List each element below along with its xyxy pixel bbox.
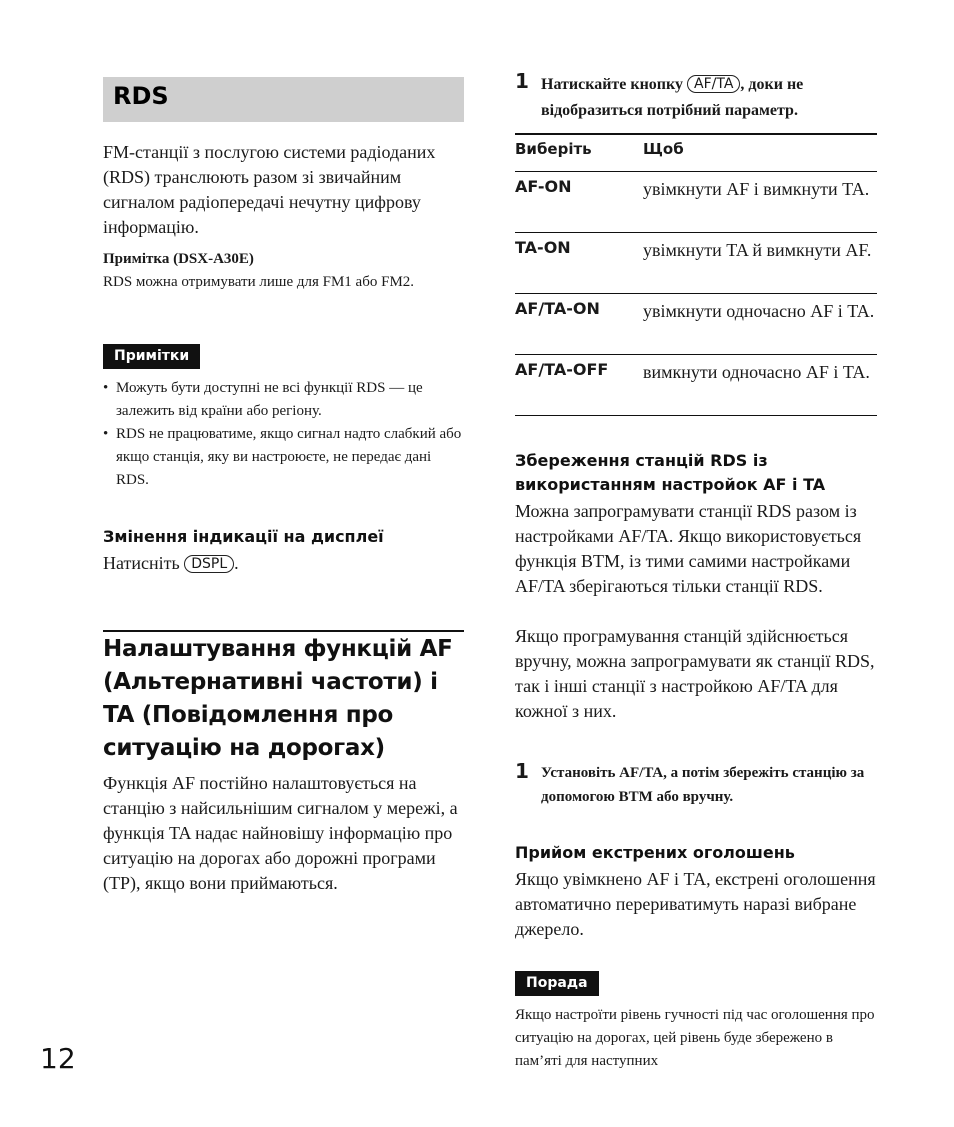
emergency-heading: Прийом екстрених оголошень [515, 843, 795, 862]
option-cell: TA-ON [515, 232, 643, 293]
list-item: • RDS не працюватиме, якщо сигнал надто слабкий або якщо станція, яку ви настроюєте, не передає дані RDS. [103, 423, 465, 492]
table-row [515, 293, 877, 354]
notes-badge: Примітки [103, 344, 200, 369]
table-row [515, 232, 877, 293]
option-cell: AF-ON [515, 171, 643, 232]
af-ta-paragraph: Функція AF постійно налаштовується на станцію з найсильнішим сигналом у мережі, а функція TA надає найновішу інформацію про ситуацію на дорогах або дорожні програми (TP), якщо вони приймаються. [103, 773, 458, 893]
step1-instruction [541, 72, 881, 124]
display-press-text: Натисніть [103, 553, 180, 573]
store-heading: Збереження станцій RDS із використанням настройок AF і TA [515, 451, 826, 494]
column-header-select: Виберіть [515, 134, 643, 171]
step1-text-before: Натискайте кнопку [541, 76, 684, 93]
af-ta-key: AF/TA [687, 75, 740, 93]
description-cell: вимкнути одночасно AF і TA. [643, 354, 877, 415]
dspl-key: DSPL [184, 555, 234, 573]
tip-badge: Порада [515, 971, 599, 996]
table-row [515, 171, 877, 232]
options-table [515, 133, 877, 416]
store-step-instruction: Установіть AF/TA, а потім збережіть станцію за допомогою BTM або вручну. [541, 765, 865, 805]
store-paragraph-1: Можна запрограмувати станції RDS разом із настройками AF/TA. Якщо використовується функція BTM, із тими самими настройками AF/TA зберігаються тільки станції RDS. [515, 501, 862, 596]
table-header-row [515, 134, 877, 171]
rds-intro-paragraph: FM-станції з послугою системи радіоданих (RDS) транслюють разом зі звичайним сигналом радіопередачі нечутну цифрову інформацію. [103, 142, 436, 237]
notes-list [103, 377, 465, 492]
page-number: 12 [40, 1042, 76, 1075]
step-number: 1 [515, 69, 529, 93]
description-cell: увімкнути одночасно AF і TA. [643, 293, 877, 354]
step1-text-after: , доки не відобразиться потрібний параметр. [541, 76, 804, 119]
display-instruction [103, 551, 465, 576]
af-ta-heading: Налаштування функцій AF (Альтернативні частоти) і TA (Повідомлення про ситуацію на дорогах) [103, 636, 453, 761]
store-paragraph-2: Якщо програмування станцій здійснюється вручну, можна запрограмувати як станції RDS, так і інші станції з настройкою AF/TA для кожної з них. [515, 626, 875, 721]
list-item: • Можуть бути доступні не всі функції RDS — це залежить від країни або регіону. [103, 377, 465, 423]
option-cell: AF/TA-ON [515, 293, 643, 354]
note-title: Примітка (DSX-A30E) [103, 251, 254, 267]
option-cell: AF/TA-OFF [515, 354, 643, 415]
rds-title: RDS [113, 82, 169, 110]
display-heading: Змінення індикації на дисплеї [103, 527, 384, 546]
emergency-paragraph: Якщо увімкнено AF і TA, екстрені оголошення автоматично перериватимуть наразі вибране джерело. [515, 869, 876, 939]
step-number: 1 [515, 759, 529, 783]
table-row [515, 354, 877, 415]
tip-paragraph: Якщо настроїти рівень гучності під час оголошення про ситуацію на дорогах, цей рівень буде збережено в пам’яті для наступних [515, 1007, 875, 1069]
note-text: RDS можна отримувати лише для FM1 або FM2. [103, 274, 415, 290]
column-header-purpose: Щоб [643, 134, 877, 171]
description-cell: увімкнути AF і вимкнути TA. [643, 171, 877, 232]
rds-section-header [103, 77, 464, 122]
section-divider [103, 630, 464, 632]
description-cell: увімкнути TA й вимкнути AF. [643, 232, 877, 293]
display-after-text: . [234, 553, 239, 573]
